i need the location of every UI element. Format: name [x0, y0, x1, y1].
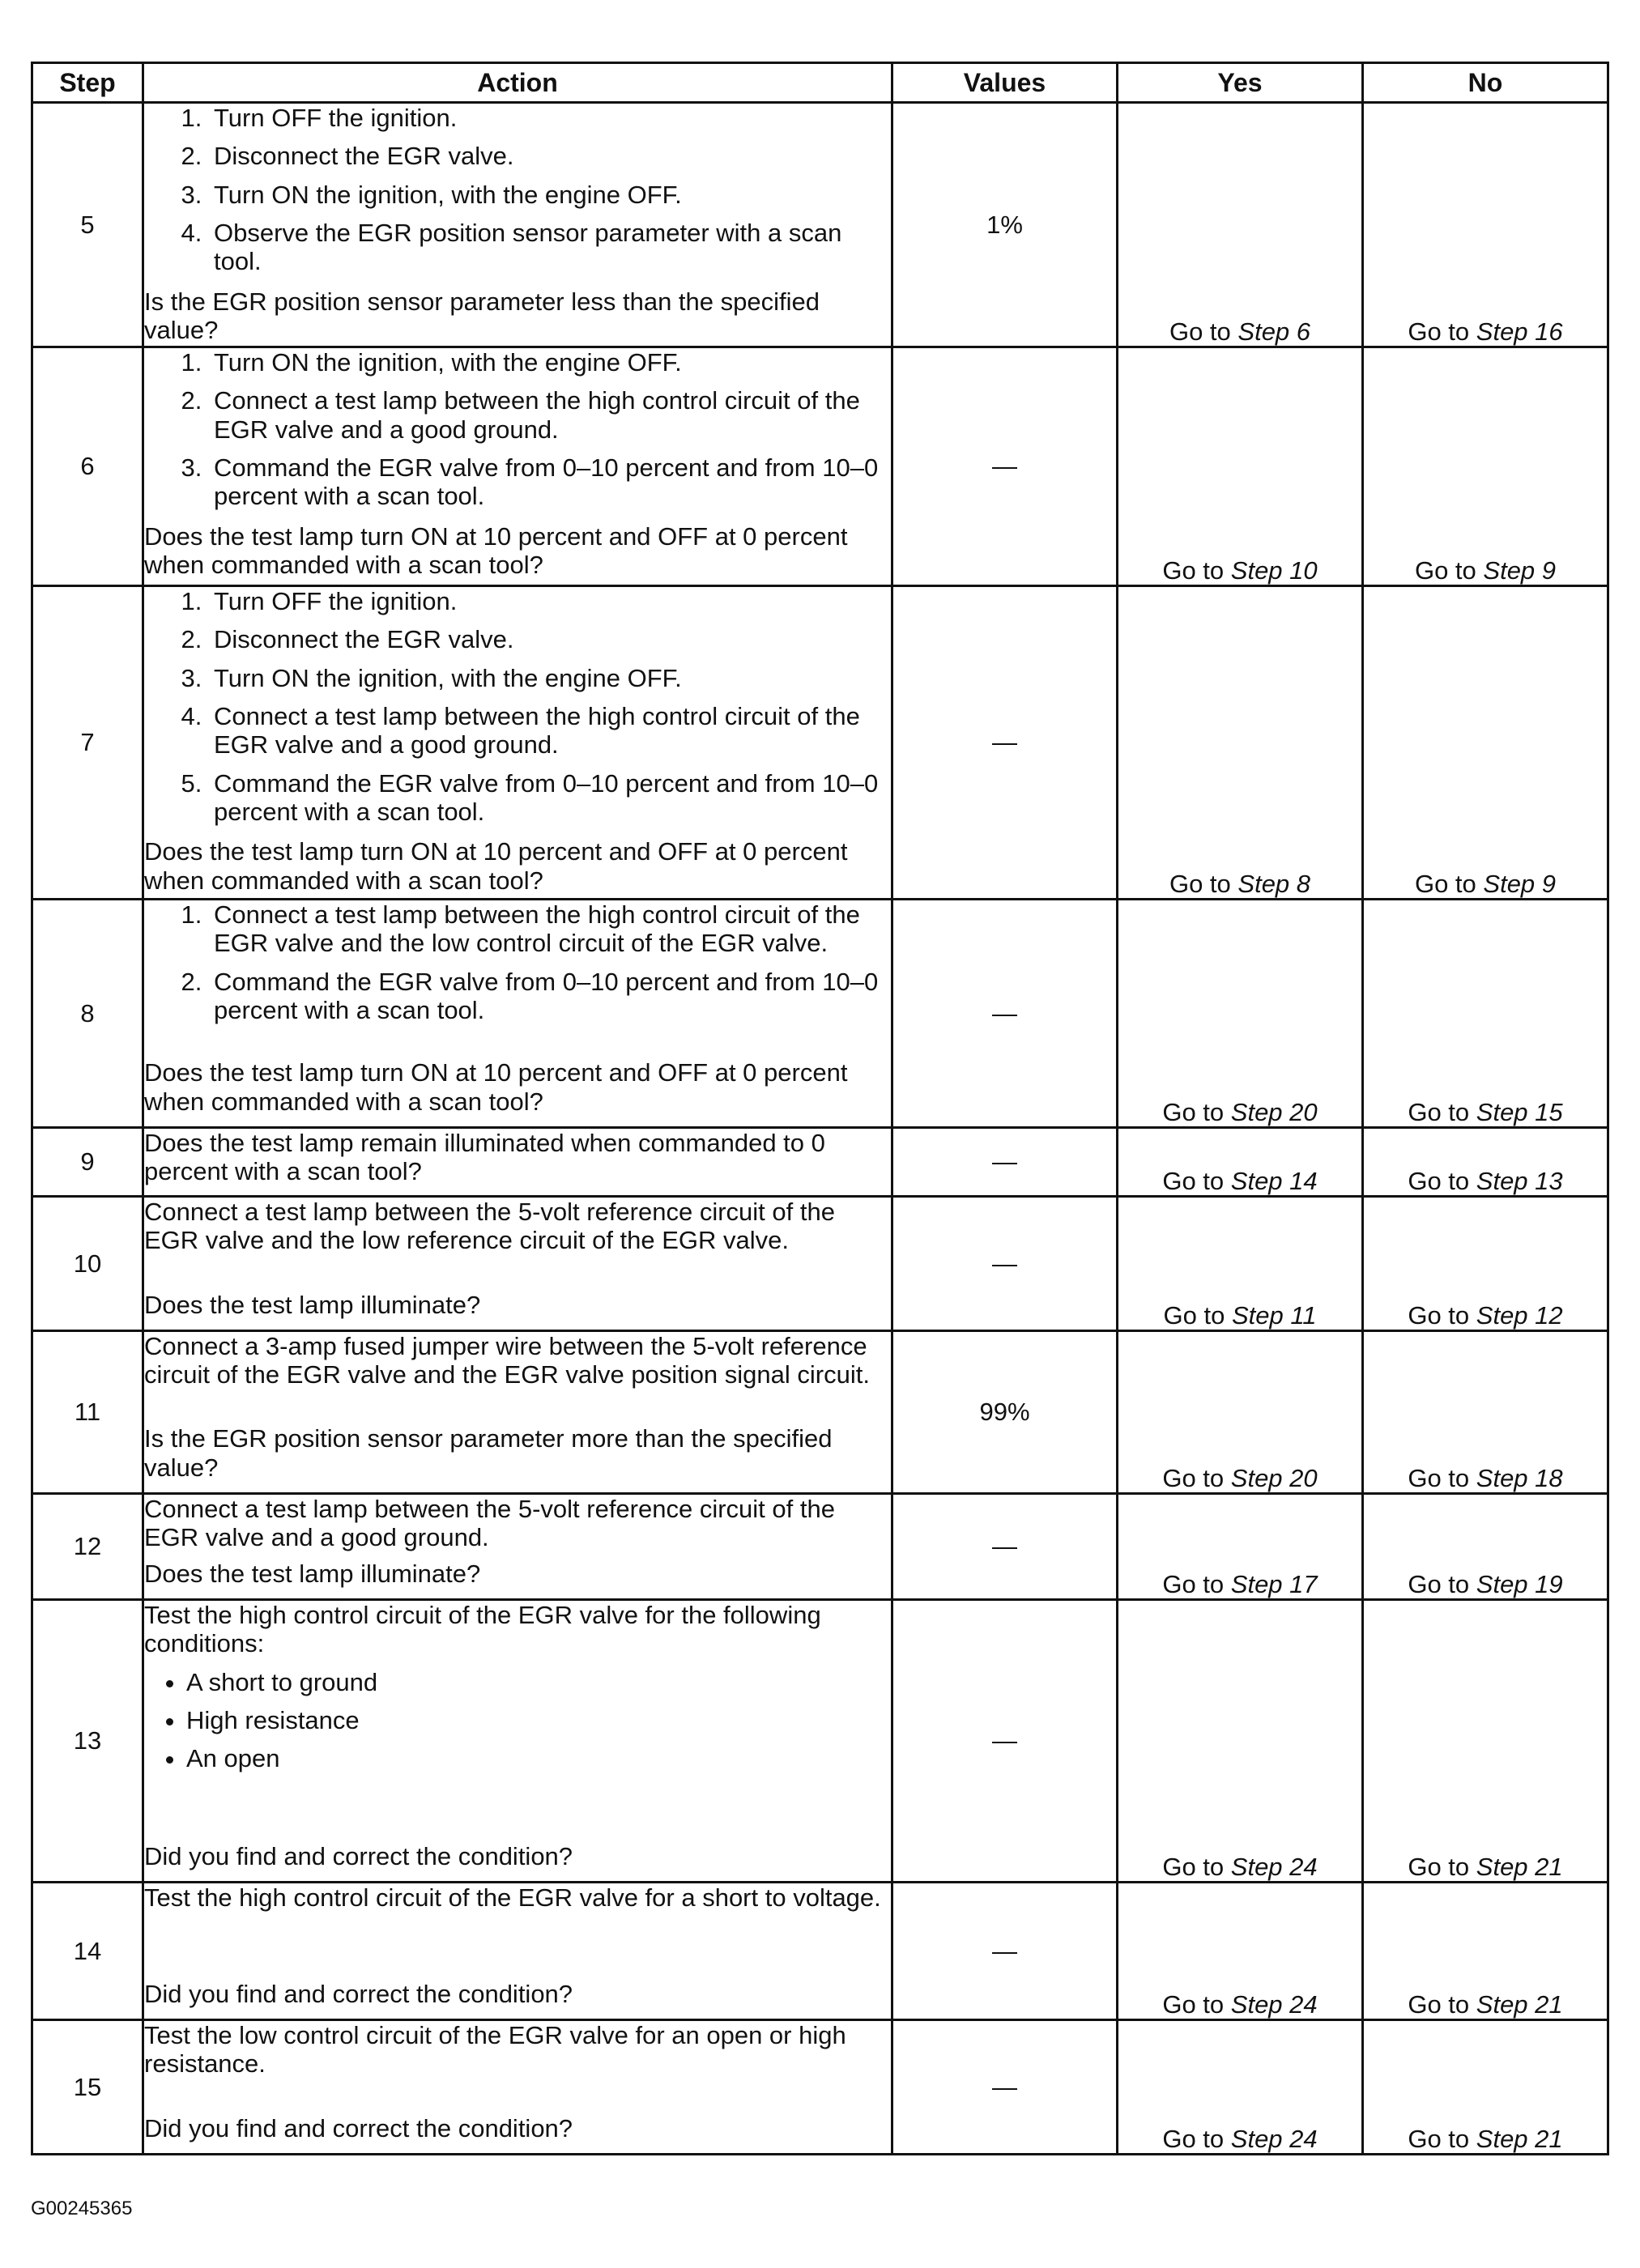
numbered-steps	[144, 104, 891, 276]
condition-item: • An open	[186, 1744, 891, 1772]
question-text: Did you find and correct the condition?	[144, 2113, 573, 2142]
goto-prefix: Go to	[1162, 1852, 1225, 1881]
action-cell	[143, 2020, 892, 2155]
question-text: Does the test lamp remain illuminated when commanded to 0 percent with a scan tool?	[144, 1129, 825, 1186]
no-cell	[1363, 103, 1608, 347]
yes-cell	[1118, 1600, 1363, 1883]
value-cell: —	[892, 1494, 1118, 1600]
goto-prefix: Go to	[1408, 1852, 1470, 1881]
goto-prefix: Go to	[1408, 1097, 1470, 1126]
table-row	[32, 347, 1608, 586]
goto-step-ref: Step 20	[1230, 1463, 1318, 1492]
table-row	[32, 103, 1608, 347]
yes-cell	[1118, 1494, 1363, 1600]
value-cell: —	[892, 2020, 1118, 2155]
goto-text	[1162, 1167, 1317, 1195]
table-row	[32, 1128, 1608, 1197]
no-cell	[1363, 586, 1608, 900]
goto-prefix: Go to	[1408, 317, 1470, 346]
goto-prefix: Go to	[1162, 2124, 1225, 2153]
table-row	[32, 1600, 1608, 1883]
goto-prefix: Go to	[1408, 2124, 1470, 2153]
goto-step-ref: Step 21	[1476, 1852, 1563, 1881]
step-number: 11	[32, 1331, 143, 1494]
action-content	[144, 1601, 891, 1870]
table-header	[32, 63, 1608, 103]
step-number: 7	[32, 586, 143, 900]
goto-prefix: Go to	[1414, 869, 1476, 898]
action-cell	[143, 103, 892, 347]
step-number: 15	[32, 2020, 143, 2155]
header-yes: Yes	[1118, 63, 1363, 103]
goto-step-ref: Step 24	[1230, 2124, 1318, 2153]
instruction-text: Test the high control circuit of the EGR valve for the following conditions:	[144, 1601, 821, 1658]
goto-prefix: Go to	[1169, 317, 1231, 346]
value-cell: 99%	[892, 1331, 1118, 1494]
numbered-step: 4. Connect a test lamp between the high control circuit of the EGR valve and a good ground.	[209, 702, 891, 760]
goto-prefix: Go to	[1414, 555, 1476, 585]
yes-cell	[1118, 900, 1363, 1128]
numbered-step: 3. Turn ON the ignition, with the engine OFF.	[209, 181, 891, 209]
goto-text	[1408, 1098, 1562, 1126]
goto-text	[1162, 1570, 1317, 1598]
yes-cell	[1118, 1331, 1363, 1494]
instruction-text: Connect a test lamp between the 5-volt reference circuit of the EGR valve and a good ground.	[144, 1495, 835, 1552]
goto-step-ref: Step 17	[1230, 1569, 1318, 1598]
header-no: No	[1363, 63, 1608, 103]
action-content	[144, 1129, 891, 1186]
question-text: Does the test lamp turn ON at 10 percent and OFF at 0 percent when commanded with a scan tool?	[144, 837, 848, 895]
goto-text	[1408, 1570, 1562, 1598]
value-cell: —	[892, 1600, 1118, 1883]
numbered-step: 2. Disconnect the EGR valve.	[209, 142, 891, 170]
step-number: 13	[32, 1600, 143, 1883]
value-cell: 1%	[892, 103, 1118, 347]
question-text: Does the test lamp turn ON at 10 percent and OFF at 0 percent when commanded with a scan tool?	[144, 1058, 848, 1116]
value-cell: —	[892, 1883, 1118, 2020]
action-instructions	[144, 1495, 891, 1552]
numbered-steps	[144, 900, 891, 1024]
no-cell	[1363, 1600, 1608, 1883]
goto-step-ref: Step 24	[1230, 1989, 1318, 2019]
question-text: Did you find and correct the condition?	[144, 1979, 573, 2008]
goto-text	[1162, 2125, 1317, 2153]
header-row	[32, 63, 1608, 103]
step-number: 12	[32, 1494, 143, 1600]
value-cell: —	[892, 900, 1118, 1128]
header-step: Step	[32, 63, 143, 103]
no-cell	[1363, 1494, 1608, 1600]
question-text: Does the test lamp turn ON at 10 percent and OFF at 0 percent when commanded with a scan tool?	[144, 521, 848, 579]
instruction-text: Test the high control circuit of the EGR valve for a short to voltage.	[144, 1883, 881, 1912]
goto-step-ref: Step 21	[1476, 2124, 1563, 2153]
goto-step-ref: Step 19	[1476, 1569, 1563, 1598]
condition-list	[144, 1668, 891, 1773]
goto-prefix: Go to	[1162, 1463, 1225, 1492]
action-content	[144, 104, 891, 344]
action-content	[144, 1332, 891, 1482]
goto-step-ref: Step 13	[1476, 1166, 1563, 1195]
goto-text	[1408, 1167, 1562, 1195]
goto-text	[1408, 317, 1562, 346]
numbered-step: 2. Connect a test lamp between the high control circuit of the EGR valve and a good ground.	[209, 386, 891, 444]
table-row	[32, 2020, 1608, 2155]
numbered-step: 1. Turn OFF the ignition.	[209, 104, 891, 132]
goto-step-ref: Step 16	[1476, 317, 1563, 346]
no-cell	[1363, 1128, 1608, 1197]
value-cell: —	[892, 1197, 1118, 1331]
yes-cell	[1118, 347, 1363, 586]
yes-cell	[1118, 2020, 1363, 2155]
goto-prefix: Go to	[1163, 1300, 1225, 1330]
figure-code: G00245365	[31, 2198, 133, 2219]
numbered-step: 1. Turn ON the ignition, with the engine OFF.	[209, 348, 891, 377]
table-row	[32, 1494, 1608, 1600]
question-text: Is the EGR position sensor parameter less than the specified value?	[144, 287, 820, 344]
goto-step-ref: Step 10	[1230, 555, 1318, 585]
goto-text	[1408, 1464, 1562, 1492]
value-cell: —	[892, 586, 1118, 900]
numbered-step: 3. Command the EGR valve from 0–10 percent and from 10–0 percent with a scan tool.	[209, 453, 891, 511]
goto-step-ref: Step 9	[1483, 869, 1557, 898]
goto-text	[1169, 317, 1310, 346]
no-cell	[1363, 347, 1608, 586]
goto-text	[1169, 870, 1310, 898]
table-body	[32, 103, 1608, 2155]
action-instructions	[144, 1198, 891, 1255]
goto-text	[1162, 1098, 1317, 1126]
goto-text	[1162, 1464, 1317, 1492]
goto-text	[1408, 1853, 1562, 1881]
goto-step-ref: Step 6	[1237, 317, 1311, 346]
action-instructions	[144, 587, 891, 837]
goto-step-ref: Step 9	[1483, 555, 1557, 585]
step-number: 6	[32, 347, 143, 586]
action-instructions	[144, 1601, 891, 1783]
yes-cell	[1118, 1883, 1363, 2020]
action-content	[144, 900, 891, 1116]
goto-text	[1163, 1301, 1316, 1330]
goto-step-ref: Step 15	[1476, 1097, 1563, 1126]
condition-item: • High resistance	[186, 1706, 891, 1734]
yes-cell	[1118, 1197, 1363, 1331]
goto-prefix: Go to	[1408, 1300, 1470, 1330]
yes-cell	[1118, 586, 1363, 900]
goto-text	[1162, 556, 1317, 585]
action-instructions	[144, 1883, 891, 1912]
numbered-step: 3. Turn ON the ignition, with the engine OFF.	[209, 664, 891, 692]
no-cell	[1363, 900, 1608, 1128]
numbered-step: 2. Disconnect the EGR valve.	[209, 625, 891, 653]
action-instructions	[144, 348, 891, 522]
goto-prefix: Go to	[1162, 1097, 1225, 1126]
numbered-step: 1. Turn OFF the ignition.	[209, 587, 891, 615]
goto-prefix: Go to	[1162, 1166, 1225, 1195]
action-cell	[143, 1494, 892, 1600]
goto-prefix: Go to	[1162, 1569, 1225, 1598]
goto-step-ref: Step 21	[1476, 1989, 1563, 2019]
goto-prefix: Go to	[1408, 1569, 1470, 1598]
numbered-step: 2. Command the EGR valve from 0–10 percent and from 10–0 percent with a scan tool.	[209, 968, 891, 1025]
table-row	[32, 900, 1608, 1128]
question-text: Does the test lamp illuminate?	[144, 1559, 481, 1588]
action-content	[144, 587, 891, 895]
no-cell	[1363, 2020, 1608, 2155]
goto-step-ref: Step 24	[1230, 1852, 1318, 1881]
action-content	[144, 348, 891, 579]
no-cell	[1363, 1331, 1608, 1494]
action-content	[144, 1495, 891, 1588]
goto-step-ref: Step 18	[1476, 1463, 1563, 1492]
goto-step-ref: Step 12	[1476, 1300, 1563, 1330]
action-content	[144, 1883, 891, 2008]
goto-prefix: Go to	[1162, 1989, 1225, 2019]
goto-step-ref: Step 11	[1231, 1300, 1317, 1330]
action-instructions	[144, 2021, 891, 2079]
numbered-step: 4. Observe the EGR position sensor parameter with a scan tool.	[209, 219, 891, 276]
header-values: Values	[892, 63, 1118, 103]
instruction-text: Test the low control circuit of the EGR valve for an open or high resistance.	[144, 2021, 846, 2079]
value-cell: —	[892, 1128, 1118, 1197]
condition-item: • A short to ground	[186, 1668, 891, 1696]
goto-prefix: Go to	[1408, 1989, 1470, 2019]
action-content	[144, 1198, 891, 1319]
yes-cell	[1118, 1128, 1363, 1197]
goto-text	[1415, 556, 1556, 585]
diagnostic-table	[31, 62, 1609, 2155]
action-cell	[143, 1197, 892, 1331]
action-instructions	[144, 1332, 891, 1389]
numbered-step: 1. Connect a test lamp between the high control circuit of the EGR valve and the low control circuit of the EGR valve.	[209, 900, 891, 958]
goto-prefix: Go to	[1162, 555, 1225, 585]
action-content	[144, 2021, 891, 2142]
instruction-text: Connect a test lamp between the 5-volt reference circuit of the EGR valve and the low reference circuit of the EGR valve.	[144, 1198, 835, 1255]
table-row	[32, 1331, 1608, 1494]
no-cell	[1363, 1197, 1608, 1331]
step-number: 5	[32, 103, 143, 347]
goto-step-ref: Step 8	[1237, 869, 1311, 898]
goto-step-ref: Step 14	[1230, 1166, 1318, 1195]
step-number: 14	[32, 1883, 143, 2020]
numbered-step: 5. Command the EGR valve from 0–10 percent and from 10–0 percent with a scan tool.	[209, 769, 891, 827]
step-number: 8	[32, 900, 143, 1128]
goto-text	[1415, 870, 1556, 898]
header-action: Action	[143, 63, 892, 103]
goto-prefix: Go to	[1169, 869, 1231, 898]
goto-prefix: Go to	[1408, 1166, 1470, 1195]
goto-step-ref: Step 20	[1230, 1097, 1318, 1126]
table-row	[32, 586, 1608, 900]
goto-text	[1408, 1990, 1562, 2019]
numbered-steps	[144, 587, 891, 826]
table-row	[32, 1883, 1608, 2020]
goto-text	[1408, 1301, 1562, 1330]
action-cell	[143, 1331, 892, 1494]
numbered-steps	[144, 348, 891, 511]
goto-text	[1162, 1853, 1317, 1881]
goto-prefix: Go to	[1408, 1463, 1470, 1492]
value-cell: —	[892, 347, 1118, 586]
yes-cell	[1118, 103, 1363, 347]
question-text: Is the EGR position sensor parameter more than the specified value?	[144, 1424, 833, 1482]
question-text: Does the test lamp illuminate?	[144, 1290, 481, 1319]
table-row	[32, 1197, 1608, 1331]
action-cell	[143, 1600, 892, 1883]
action-cell	[143, 900, 892, 1128]
action-cell	[143, 1883, 892, 2020]
action-instructions	[144, 900, 891, 1036]
action-cell	[143, 347, 892, 586]
step-number: 10	[32, 1197, 143, 1331]
step-number: 9	[32, 1128, 143, 1197]
instruction-text: Connect a 3-amp fused jumper wire between the 5-volt reference circuit of the EGR valve and the EGR valve position signal circuit.	[144, 1332, 870, 1389]
question-text: Did you find and correct the condition?	[144, 1841, 573, 1870]
action-instructions	[144, 104, 891, 287]
goto-text	[1162, 1990, 1317, 2019]
action-cell	[143, 586, 892, 900]
action-cell	[143, 1128, 892, 1197]
no-cell	[1363, 1883, 1608, 2020]
goto-text	[1408, 2125, 1562, 2153]
